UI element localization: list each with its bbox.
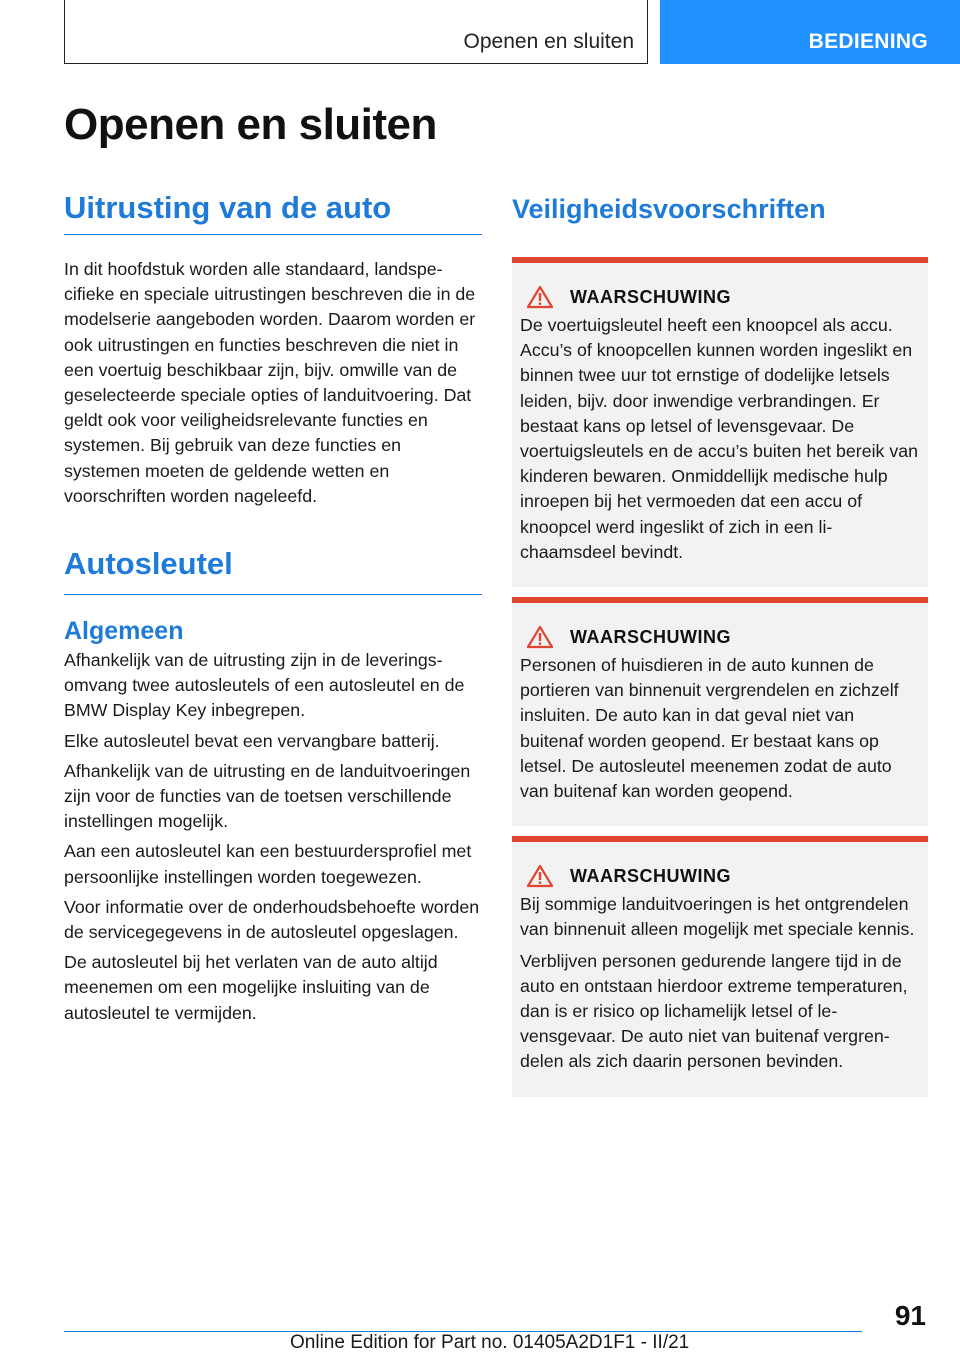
warning-triangle-icon (526, 864, 554, 888)
section-heading-car-key: Autosleutel (64, 546, 482, 595)
header-chapter-label: BEDIENING (808, 30, 928, 53)
warning-title: WAARSCHUWING (570, 626, 731, 647)
warning-header (520, 864, 920, 888)
right-column (512, 190, 928, 1097)
page-number: 91 (894, 1300, 926, 1331)
warning-triangle-icon (526, 285, 554, 309)
car-key-paragraph: Elke autosleutel bevat een vervangbare batterij. (64, 730, 440, 751)
car-key-paragraph: Afhankelijk van de uitrusting zijn in de leveringsomvang twee autosleutels of een autosleutel en de BMW Display Key inbegrepen. (64, 650, 465, 721)
footer-edition: Online Edition for Part no. 01405A2D1F1 - II/21 (290, 1332, 690, 1353)
warning-text: Personen of huisdieren in de auto kunnen de portieren van binnenuit vergrendelen en zichzelf insluiten. De auto kan in dat geval niet van buitenaf worden geopend. Er bestaat kans op letsel. De autosleutel meenemen zodat de auto van buitenaf kan worden geopend. (520, 655, 899, 802)
car-key-paragraph: De autosleutel bij het verlaten van de auto altijd meenemen om een mogelijke insluiting van de autosleutel te vermijden. (64, 952, 438, 1023)
warning-box (512, 257, 928, 587)
car-key-paragraph: Voor informatie over de onderhoudsbehoefte worden de servicegegevens in de autosleutel opgeslagen. (64, 896, 480, 943)
page-title: Openen en sluiten (64, 100, 437, 149)
warning-box (512, 597, 928, 826)
warning-header (520, 625, 920, 649)
header-chapter-tab (660, 0, 960, 64)
warning-text: De voertuigsleutel heeft een knoopcel als accu. Accu’s of knoopcellen kunnen worden ingeslikt en binnen twee uur tot ernstige of dodelijke letsels leiden, bijv. door inwendige verbrandingen. Er bestaat kans op letsel of levensgevaar. De voertuigsleutels en de accu’s buiten het bereik van kinderen bewaren. Onmiddellijk medische hulp inroepen bij het vermoeden dat een accu of knoopcel werd ingeslikt of zich in een lichaamsdeel bevindt. (520, 315, 919, 562)
left-column (64, 190, 482, 1031)
section-heading-equipment: Uitrusting van de auto (64, 190, 482, 235)
warning-header (520, 285, 920, 309)
header-section-title: Openen en sluiten (463, 30, 634, 53)
subheading-general: Algemeen (64, 617, 184, 646)
warning-text: Verblijven personen gedurende langere tijd in de auto en ontstaan hierdoor extreme temperaturen, dan is er risico op lichamelijk letsel of levensgevaar. De auto niet van buitenaf vergrendelen als zich daarin personen bevinden. (520, 950, 908, 1072)
car-key-paragraph: Afhankelijk van de uitrusting en de landuitvoeringen zijn voor de functies van de toetsen verschillende instellingen mogelijk. (64, 760, 471, 832)
warning-triangle-icon (526, 625, 554, 649)
warning-box (512, 836, 928, 1096)
car-key-paragraph: Aan een autosleutel kan een bestuurdersprofiel met persoonlijke instellingen worden toegewezen. (64, 841, 472, 887)
warning-title: WAARSCHUWING (570, 286, 731, 307)
section-heading-safety: Veiligheidsvoorschriften (512, 194, 826, 224)
warning-title: WAARSCHUWING (570, 865, 731, 886)
warning-text: Bij sommige landuitvoeringen is het ontgrendelen van binnenuit alleen mogelijk met speciale kennis. (520, 894, 915, 940)
equipment-paragraph: In dit hoofdstuk worden alle standaard, landspecifieke en speciale uitrustingen beschreven die in de modelserie aangeboden worden. Daarom worden er ook uitrustingen en functies beschreven die niet in een voertuig beschikbaar zijn, bijv. omwille van de geselecteerde speciale opties of landuitvoering. Dat geldt ook voor veiligheidsrelevante functies en systemen. Bij gebruik van deze functies en systemen moeten de geldende wetten en voorschriften worden nageleefd. (64, 259, 476, 506)
